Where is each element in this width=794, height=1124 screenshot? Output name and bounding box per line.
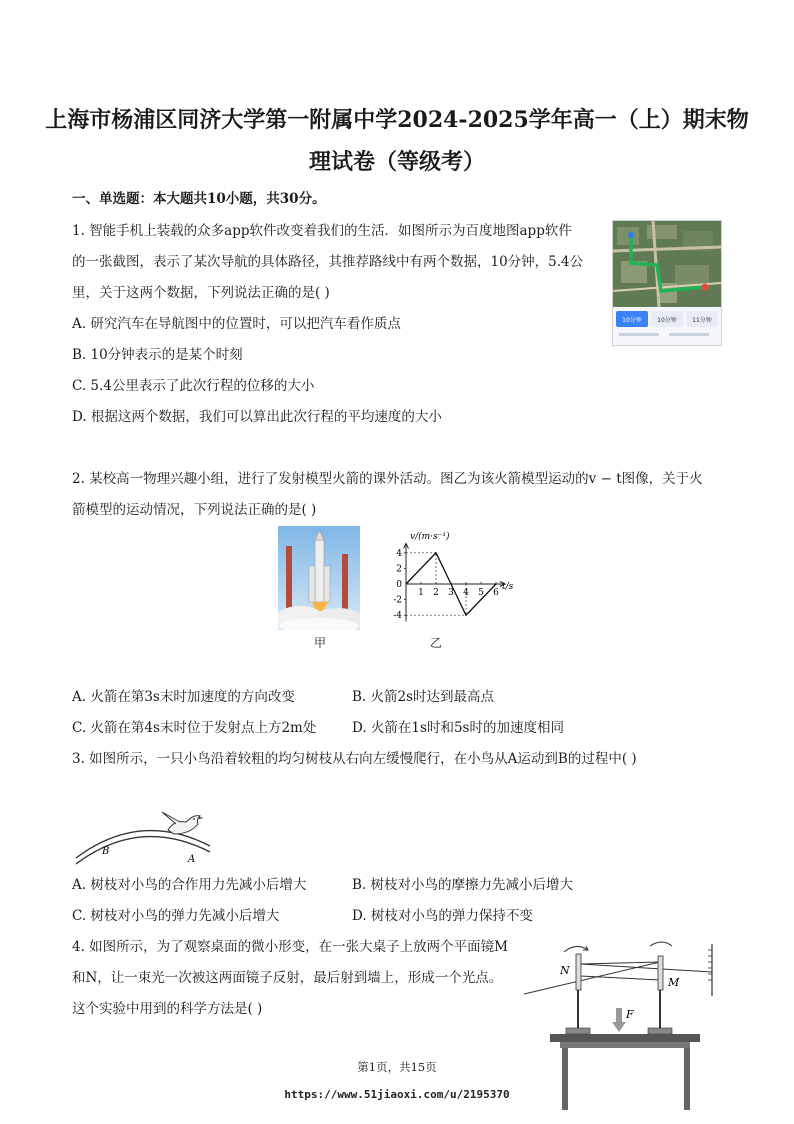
q2-stem-line2: 箭模型的运动情况，下列说法正确的是( ) <box>72 502 317 518</box>
q1-option-c: C. 5.4公里表示了此次行程的位移的大小 <box>72 378 315 394</box>
force-f-label: F <box>626 1008 634 1021</box>
q3-stem: 3. 如图所示，一只小鸟沿着较粗的均匀树枝从右向左缓慢爬行，在小鸟从A运动到B的过程中( ) <box>72 751 637 767</box>
vt-chart <box>388 527 523 630</box>
chart-y-tick-label: -4 <box>393 611 402 622</box>
figure-label-yi: 乙 <box>430 636 443 650</box>
q1-option-d: D. 根据这两个数据，我们可以算出此次行程的平均速度的大小 <box>72 409 442 425</box>
q3-option-d: D. 树枝对小鸟的弹力保持不变 <box>352 908 533 924</box>
q1-stem-line3: 里，关于这两个数据，下列说法正确的是( ) <box>72 285 330 301</box>
navigation-map-image <box>612 220 722 346</box>
chart-x-tick-label: 6 <box>493 588 499 598</box>
branch-point-b: B <box>102 846 110 857</box>
map-route-option-2: 10分钟 <box>657 317 677 324</box>
chart-x-tick-label: 2 <box>433 588 439 598</box>
chart-x-tick-label: 5 <box>478 588 484 598</box>
q4-stem-line2: 和N，让一束光一次被这两面镜子反射，最后射到墙上，形成一个光点。 <box>72 970 503 986</box>
chart-x-tick-label: 3 <box>448 588 454 598</box>
q1-option-b: B. 10分钟表示的是某个时刻 <box>72 347 243 363</box>
section-heading: 一、单选题：本大题共10小题，共30分。 <box>72 191 326 207</box>
q1-stem-line1: 1. 智能手机上装载的众多app软件改变着我们的生活．如图所示为百度地图app软件 <box>72 223 572 239</box>
chart-y-tick-label: 4 <box>396 548 402 559</box>
watermark-url: https://www.51jiaoxi.com/u/2195370 <box>284 1088 510 1101</box>
chart-y-tick-label: -2 <box>393 595 402 606</box>
paper-title-line2: 理试卷（等级考） <box>308 149 485 175</box>
bird-on-branch-figure <box>72 800 222 866</box>
page-footer: 第1页，共15页 <box>357 1060 437 1074</box>
rocket-illustration <box>278 526 360 630</box>
map-route-option-3: 11分钟 <box>692 317 712 324</box>
mirror-m-label: M <box>668 976 680 989</box>
q2-option-a: A. 火箭在第3s末时加速度的方向改变 <box>72 689 295 705</box>
chart-x-tick-label: 1 <box>418 588 424 598</box>
branch-illustration <box>72 800 222 866</box>
map-illustration <box>613 221 721 345</box>
q3-option-c: C. 树枝对小鸟的弹力先减小后增大 <box>72 908 280 924</box>
chart-x-tick-label: 4 <box>463 588 469 598</box>
paper-title-line1: 上海市杨浦区同济大学第一附属中学2024-2025学年高一（上）期末物 <box>45 107 749 133</box>
chart-y-tick-label: 0 <box>396 580 402 590</box>
q2-stem-line1: 2. 某校高一物理兴趣小组，进行了发射模型火箭的课外活动。图乙为该火箭模型运动的v − t图像，关于火 <box>72 471 703 487</box>
q3-option-b: B. 树枝对小鸟的摩擦力先减小后增大 <box>352 877 574 893</box>
q2-option-b: B. 火箭2s时达到最高点 <box>352 689 495 705</box>
vt-chart-svg <box>388 527 523 630</box>
q2-option-c: C. 火箭在第4s末时位于发射点上方2m处 <box>72 720 317 736</box>
q3-option-a: A. 树枝对小鸟的合作用力先减小后增大 <box>72 877 307 893</box>
q2-option-d: D. 火箭在1s时和5s时的加速度相同 <box>352 720 564 736</box>
chart-x-axis-label: t/s <box>502 582 514 592</box>
q4-stem-line3: 这个实验中用到的科学方法是( ) <box>72 1001 263 1017</box>
q1-stem-line2: 的一张截图，表示了某次导航的具体路径，其推荐路线中有两个数据，10分钟，5.4公 <box>72 254 584 270</box>
chart-y-axis-label: v/(m·s⁻¹) <box>410 532 450 542</box>
q1-option-a: A. 研究汽车在导航图中的位置时，可以把汽车看作质点 <box>72 316 401 332</box>
branch-point-a: A <box>188 854 196 865</box>
chart-y-tick-label: 2 <box>396 564 402 575</box>
mirror-n-label: N <box>560 964 570 977</box>
rocket-launch-photo <box>278 526 360 630</box>
map-route-option-1: 10分钟 <box>622 317 642 324</box>
figure-label-jia: 甲 <box>314 636 327 650</box>
q4-stem-line1: 4. 如图所示，为了观察桌面的微小形变，在一张大桌子上放两个平面镜M <box>72 939 508 955</box>
